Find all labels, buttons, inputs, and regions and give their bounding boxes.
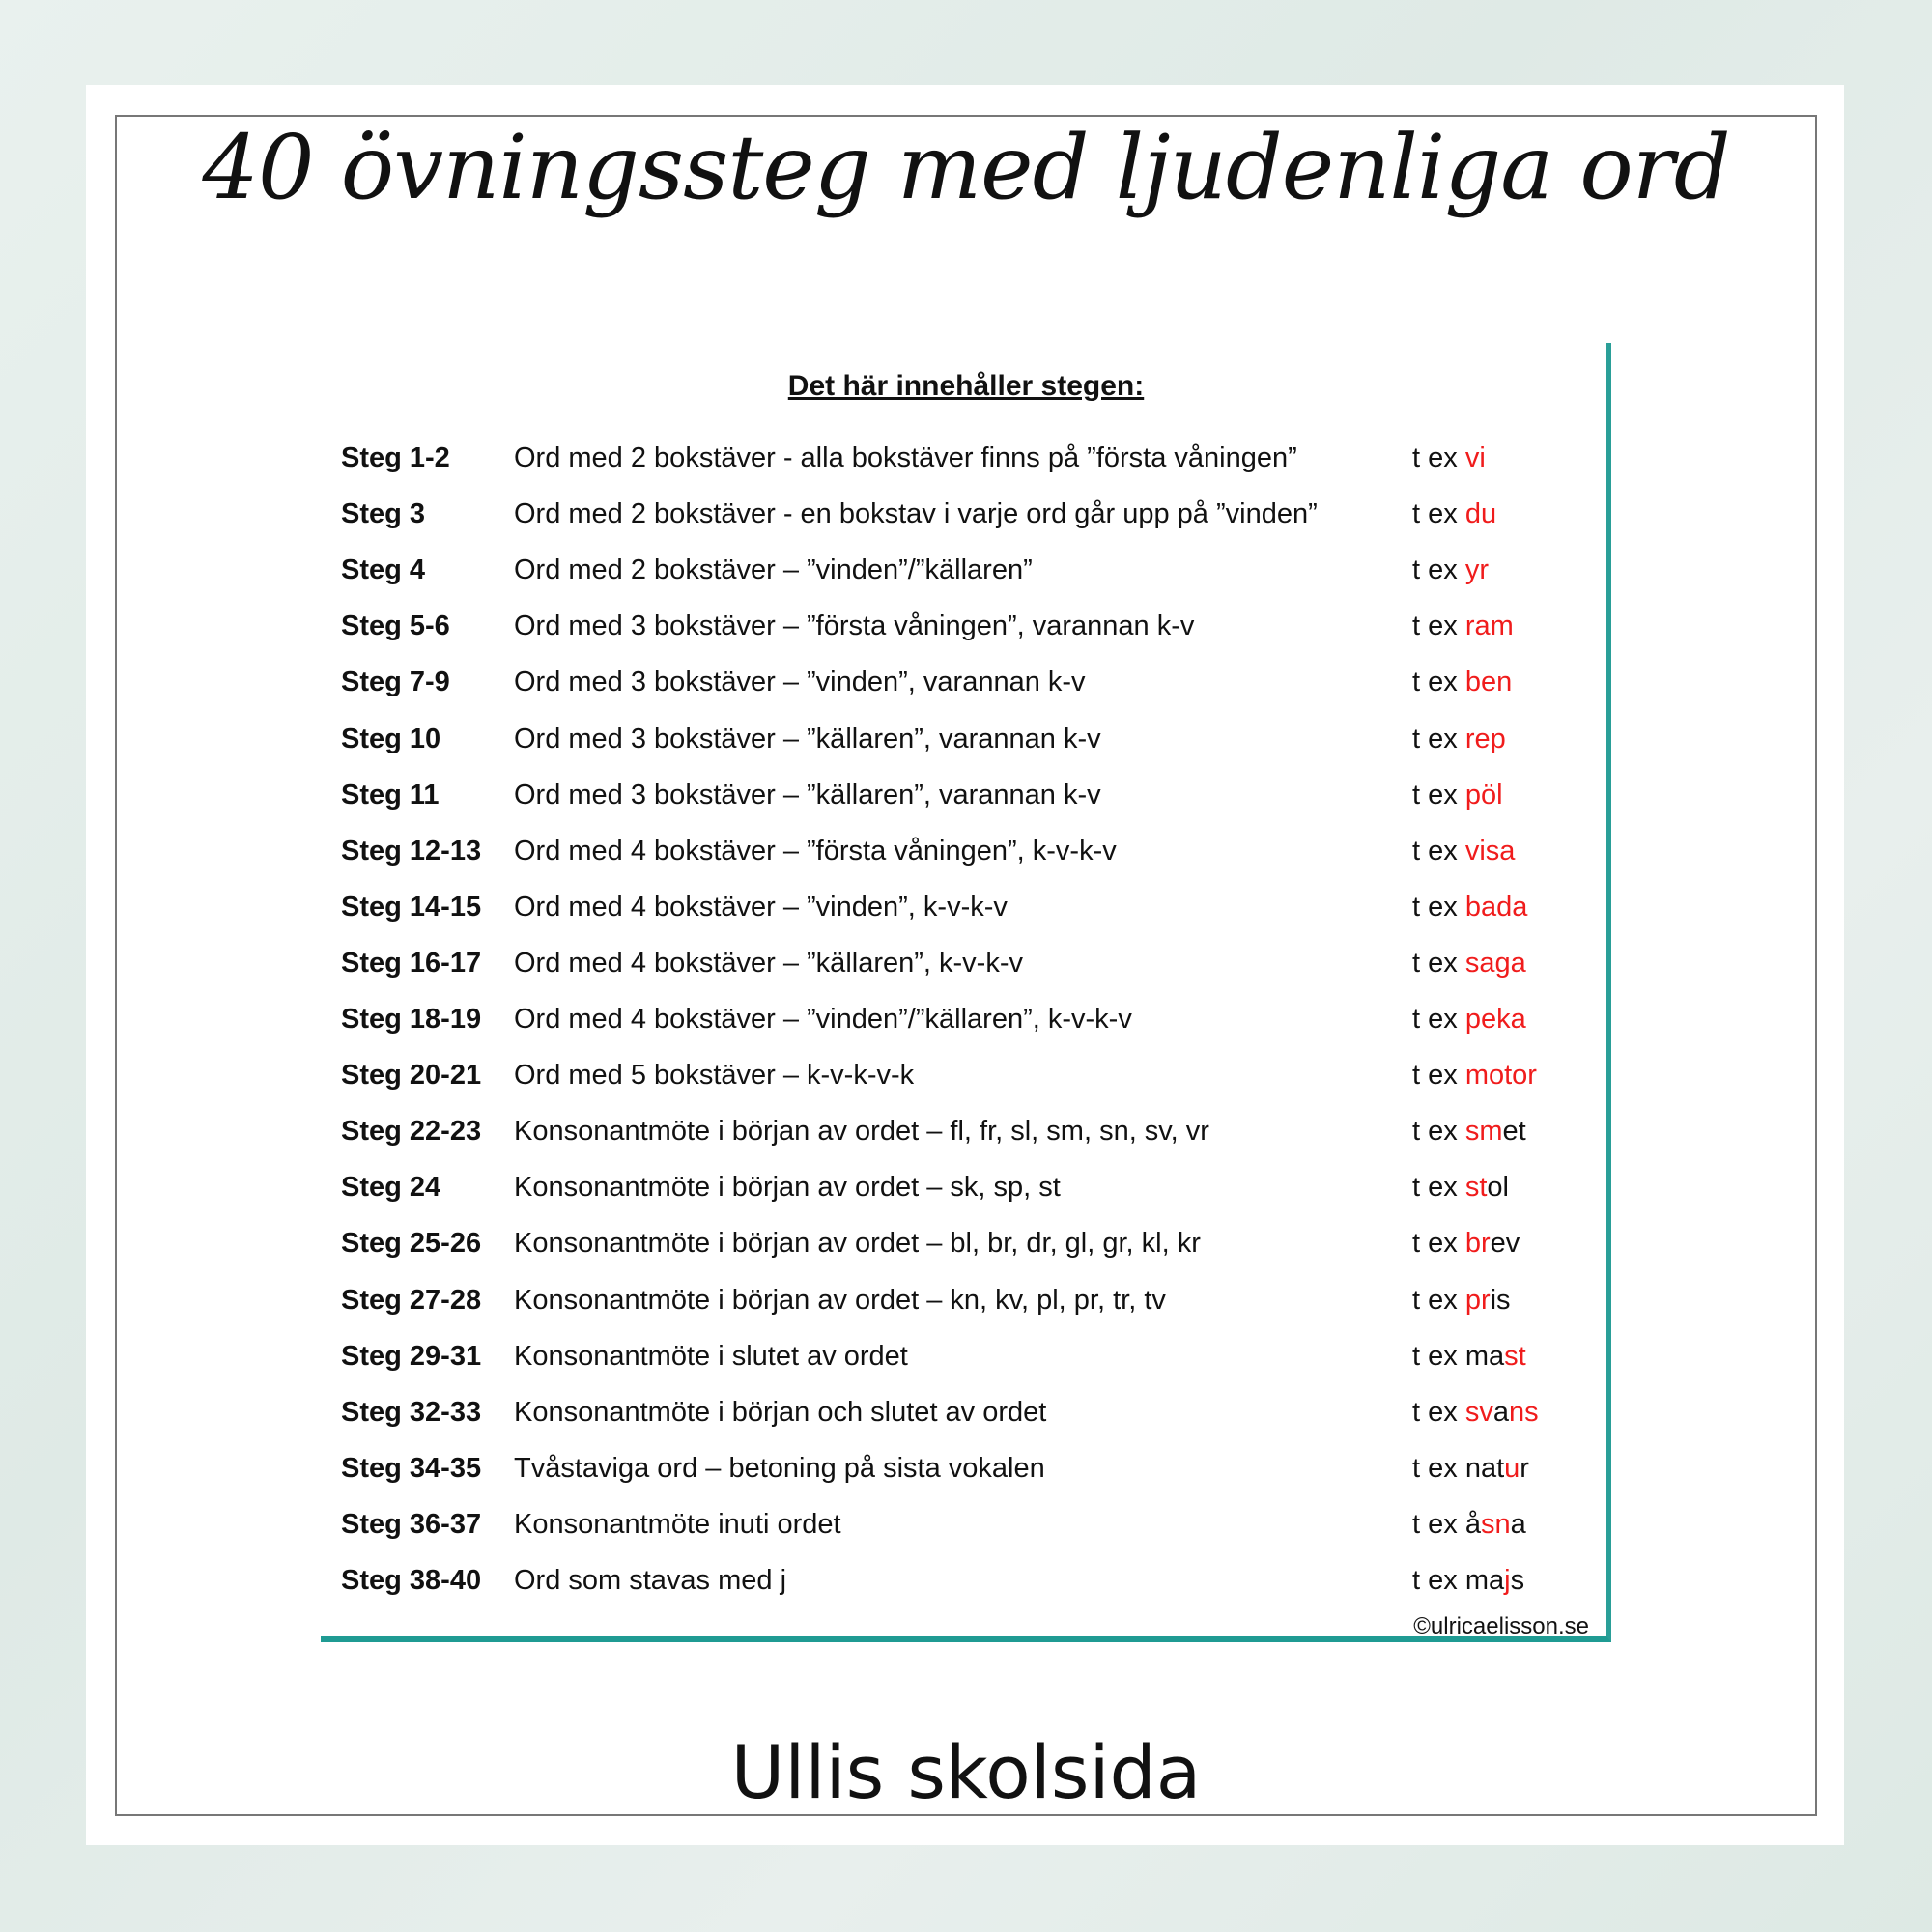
step-row (321, 1444, 1605, 1492)
step-label: Steg 22-23 (341, 1116, 482, 1148)
example-prefix: t ex (1412, 1228, 1458, 1260)
step-label: Steg 3 (341, 498, 426, 530)
step-description: Ord med 3 bokstäver – ”vinden”, varannan k-v (514, 667, 1086, 698)
step-description: Ord med 3 bokstäver – ”källaren”, varannan k-v (514, 779, 1101, 810)
example-highlight: ben (1464, 667, 1513, 698)
step-label: Steg 12-13 (341, 835, 482, 867)
example-highlight: motor (1464, 1060, 1537, 1092)
step-description: Ord med 4 bokstäver – ”vinden”, k-v-k-v (514, 891, 1008, 923)
step-label: Steg 38-40 (341, 1565, 482, 1596)
step-description: Konsonantmöte i början av ordet – sk, sp, st (514, 1172, 1061, 1204)
step-label: Steg 36-37 (341, 1508, 482, 1540)
example-prefix: t ex (1412, 1340, 1458, 1372)
example-highlight: pr (1464, 1284, 1491, 1316)
step-row (321, 771, 1605, 819)
example-highlight: sv (1464, 1396, 1493, 1428)
step-example (1412, 1556, 1524, 1605)
step-example (1412, 1163, 1509, 1211)
footer-brand: Ullis skolsida (730, 1729, 1202, 1815)
example-highlight: pöl (1464, 779, 1503, 810)
step-label: Steg 18-19 (341, 1004, 482, 1035)
example-prefix: t ex (1412, 779, 1458, 810)
example-text: et (1502, 1116, 1526, 1148)
example-highlight: vi (1464, 442, 1486, 473)
example-highlight: rep (1464, 723, 1506, 754)
example-prefix: t ex (1412, 498, 1458, 530)
step-example (1412, 771, 1503, 819)
step-row (321, 434, 1605, 482)
step-row (321, 1276, 1605, 1324)
step-row (321, 546, 1605, 594)
example-highlight: ns (1508, 1396, 1539, 1428)
step-label: Steg 32-33 (341, 1396, 482, 1428)
step-example (1412, 602, 1514, 650)
step-example (1412, 658, 1512, 706)
step-row (321, 1332, 1605, 1380)
step-label: Steg 5-6 (341, 611, 450, 642)
step-row (321, 1219, 1605, 1267)
step-example (1412, 1500, 1526, 1548)
step-description: Ord med 4 bokstäver – ”vinden”/”källaren”, k-v-k-v (514, 1004, 1132, 1035)
example-prefix: t ex (1412, 1004, 1458, 1035)
example-text: ol (1487, 1172, 1509, 1204)
step-description: Ord med 3 bokstäver – ”första våningen”, varannan k-v (514, 611, 1195, 642)
example-highlight: st (1504, 1340, 1526, 1372)
example-text: r (1520, 1452, 1529, 1484)
document-heading: Det här innehåller stegen: (787, 370, 1145, 402)
step-label: Steg 10 (341, 723, 441, 754)
step-label: Steg 14-15 (341, 891, 482, 923)
step-label: Steg 24 (341, 1172, 441, 1204)
step-description: Ord med 2 bokstäver - alla bokstäver finns på ”första våningen” (514, 442, 1297, 473)
copyright: ©ulricaelisson.se (1413, 1613, 1589, 1639)
step-row (321, 939, 1605, 987)
step-description: Ord som stavas med j (514, 1565, 787, 1596)
example-prefix: t ex (1412, 1116, 1458, 1148)
example-highlight: du (1464, 498, 1497, 530)
step-row (321, 1556, 1605, 1605)
example-prefix: t ex (1412, 1565, 1458, 1596)
step-description: Ord med 2 bokstäver - en bokstav i varje ord går upp på ”vinden” (514, 498, 1318, 530)
step-example (1412, 1051, 1537, 1099)
example-text: ma (1464, 1340, 1505, 1372)
example-text: nat (1464, 1452, 1505, 1484)
step-description: Ord med 2 bokstäver – ”vinden”/”källaren” (514, 554, 1033, 586)
step-label: Steg 27-28 (341, 1284, 482, 1316)
step-label: Steg 7-9 (341, 667, 450, 698)
step-example (1412, 827, 1515, 875)
step-label: Steg 34-35 (341, 1452, 482, 1484)
step-example (1412, 715, 1506, 763)
step-row (321, 1388, 1605, 1436)
step-row (321, 1500, 1605, 1548)
example-prefix: t ex (1412, 611, 1458, 642)
step-example (1412, 434, 1486, 482)
step-label: Steg 25-26 (341, 1228, 482, 1260)
example-highlight: st (1464, 1172, 1488, 1204)
step-label: Steg 4 (341, 554, 426, 586)
example-prefix: t ex (1412, 1060, 1458, 1092)
step-description: Konsonantmöte i början av ordet – fl, fr, sl, sm, sn, sv, vr (514, 1116, 1209, 1148)
example-text: ev (1490, 1228, 1520, 1260)
example-highlight: br (1464, 1228, 1491, 1260)
step-example (1412, 883, 1527, 931)
example-text: å (1464, 1508, 1481, 1540)
step-row (321, 1051, 1605, 1099)
step-row (321, 490, 1605, 538)
example-prefix: t ex (1412, 947, 1458, 979)
example-prefix: t ex (1412, 1172, 1458, 1204)
step-description: Konsonantmöte i början och slutet av ordet (514, 1396, 1047, 1428)
step-label: Steg 16-17 (341, 947, 482, 979)
example-highlight: saga (1464, 947, 1526, 979)
step-row (321, 602, 1605, 650)
step-example (1412, 1219, 1520, 1267)
example-highlight: j (1504, 1565, 1511, 1596)
step-label: Steg 20-21 (341, 1060, 482, 1092)
example-prefix: t ex (1412, 1396, 1458, 1428)
example-prefix: t ex (1412, 891, 1458, 923)
example-highlight: ram (1464, 611, 1514, 642)
step-row (321, 715, 1605, 763)
step-label: Steg 11 (341, 779, 440, 810)
step-description: Konsonantmöte inuti ordet (514, 1508, 841, 1540)
page-title: 40 övningssteg med ljudenliga ord (202, 116, 1730, 219)
example-highlight: u (1504, 1452, 1520, 1484)
example-text: a (1510, 1508, 1526, 1540)
example-highlight: sn (1480, 1508, 1511, 1540)
step-description: Ord med 5 bokstäver – k-v-k-v-k (514, 1060, 915, 1092)
example-highlight: visa (1464, 835, 1516, 867)
example-text: ma (1464, 1565, 1505, 1596)
step-description: Ord med 3 bokstäver – ”källaren”, varannan k-v (514, 723, 1101, 754)
example-prefix: t ex (1412, 1284, 1458, 1316)
example-prefix: t ex (1412, 667, 1458, 698)
step-example (1412, 939, 1526, 987)
example-text: is (1490, 1284, 1511, 1316)
example-highlight: peka (1464, 1004, 1526, 1035)
example-prefix: t ex (1412, 442, 1458, 473)
example-text: a (1492, 1396, 1509, 1428)
example-highlight: sm (1464, 1116, 1503, 1148)
step-example (1412, 490, 1496, 538)
step-example (1412, 1388, 1539, 1436)
step-description: Ord med 4 bokstäver – ”källaren”, k-v-k-v (514, 947, 1023, 979)
example-prefix: t ex (1412, 835, 1458, 867)
example-prefix: t ex (1412, 554, 1458, 586)
step-example (1412, 1107, 1526, 1155)
step-example (1412, 1332, 1526, 1380)
step-description: Konsonantmöte i början av ordet – kn, kv, pl, pr, tr, tv (514, 1284, 1166, 1316)
steps-document (321, 343, 1611, 1642)
step-example (1412, 1276, 1511, 1324)
step-example (1412, 1444, 1529, 1492)
example-prefix: t ex (1412, 1452, 1458, 1484)
example-prefix: t ex (1412, 723, 1458, 754)
example-highlight: yr (1464, 554, 1489, 586)
step-row (321, 827, 1605, 875)
example-prefix: t ex (1412, 1508, 1458, 1540)
example-text: s (1510, 1565, 1525, 1596)
step-label: Steg 1-2 (341, 442, 450, 473)
step-description: Konsonantmöte i början av ordet – bl, br, dr, gl, gr, kl, kr (514, 1228, 1201, 1260)
step-description: Konsonantmöte i slutet av ordet (514, 1340, 908, 1372)
step-row (321, 995, 1605, 1043)
example-highlight: bada (1464, 891, 1528, 923)
step-description: Ord med 4 bokstäver – ”första våningen”, k-v-k-v (514, 835, 1117, 867)
step-example (1412, 546, 1489, 594)
step-row (321, 658, 1605, 706)
step-row (321, 1163, 1605, 1211)
step-row (321, 883, 1605, 931)
step-example (1412, 995, 1526, 1043)
step-description: Tvåstaviga ord – betoning på sista vokalen (514, 1452, 1045, 1484)
step-label: Steg 29-31 (341, 1340, 482, 1372)
step-row (321, 1107, 1605, 1155)
